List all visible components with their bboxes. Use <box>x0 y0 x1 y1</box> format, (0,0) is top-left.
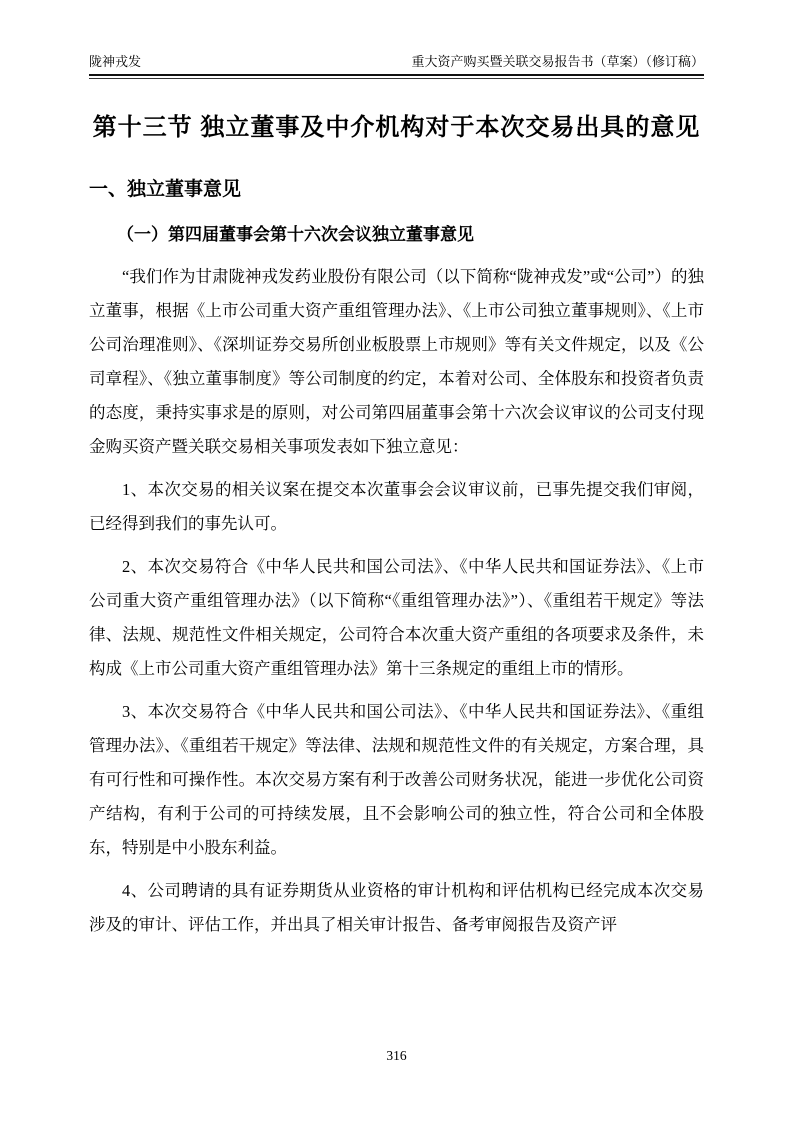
body-paragraph: “我们作为甘肃陇神戎发药业股份有限公司（以下简称“陇神戎发”或“公司”）的独立董事，根据《上市公司重大资产重组管理办法》、《上市公司独立董事规则》、《上市公司治理准则》、《深圳证券交易所创业板股票上市规则》等有关文件规定，以及《公司章程》、《独立董事制度》等公司制度的约定，本着对公司、全体股东和投资者负责的态度，秉持实事求是的原则，对公司第四届董事会第十六次会议审议的公司支付现金购买资产暨关联交易相关事项发表如下独立意见： <box>89 267 704 456</box>
header-report-title: 重大资产购买暨关联交易报告书（草案）（修订稿） <box>411 54 704 69</box>
body-text <box>89 260 704 942</box>
page-number: 316 <box>386 1048 407 1063</box>
body-paragraph: 3、本次交易符合《中华人民共和国公司法》、《中华人民共和国证券法》、《重组管理办法》、《重组若干规定》等法律、法规和规范性文件的有关规定，方案合理，具有可行性和可操作性。本次交易方案有利于改善公司财务状况，能进一步优化公司资产结构，有利于公司的可持续发展，且不会影响公司的独立性，符合公司和全体股东，特别是中小股东利益。 <box>89 702 704 857</box>
body-paragraph: 1、本次交易的相关议案在提交本次董事会会议审议前，已事先提交我们审阅，已经得到我们的事先认可。 <box>89 480 704 533</box>
header-company-name: 陇神戎发 <box>89 54 142 69</box>
running-header <box>89 54 704 76</box>
body-paragraph: 2、本次交易符合《中华人民共和国公司法》、《中华人民共和国证券法》、《上市公司重大资产重组管理办法》（以下简称“《重组管理办法》”）、《重组若干规定》等法律、法规、规范性文件相关规定，公司符合本次重大资产重组的各项要求及条件，未构成《上市公司重大资产重组管理办法》第十三条规定的重组上市的情形。 <box>89 557 704 678</box>
body-paragraph: 4、公司聘请的具有证券期货从业资格的审计机构和评估机构已经完成本次交易涉及的审计、评估工作，并出具了相关审计报告、备考审阅报告及资产评 <box>89 881 704 934</box>
header-rule <box>89 78 704 79</box>
subsection-heading: （一）第四届董事会第十六次会议独立董事意见 <box>117 225 474 244</box>
section-heading: 一、独立董事意见 <box>89 179 242 200</box>
chapter-title: 第十三节 独立董事及中介机构对于本次交易出具的意见 <box>92 114 701 141</box>
